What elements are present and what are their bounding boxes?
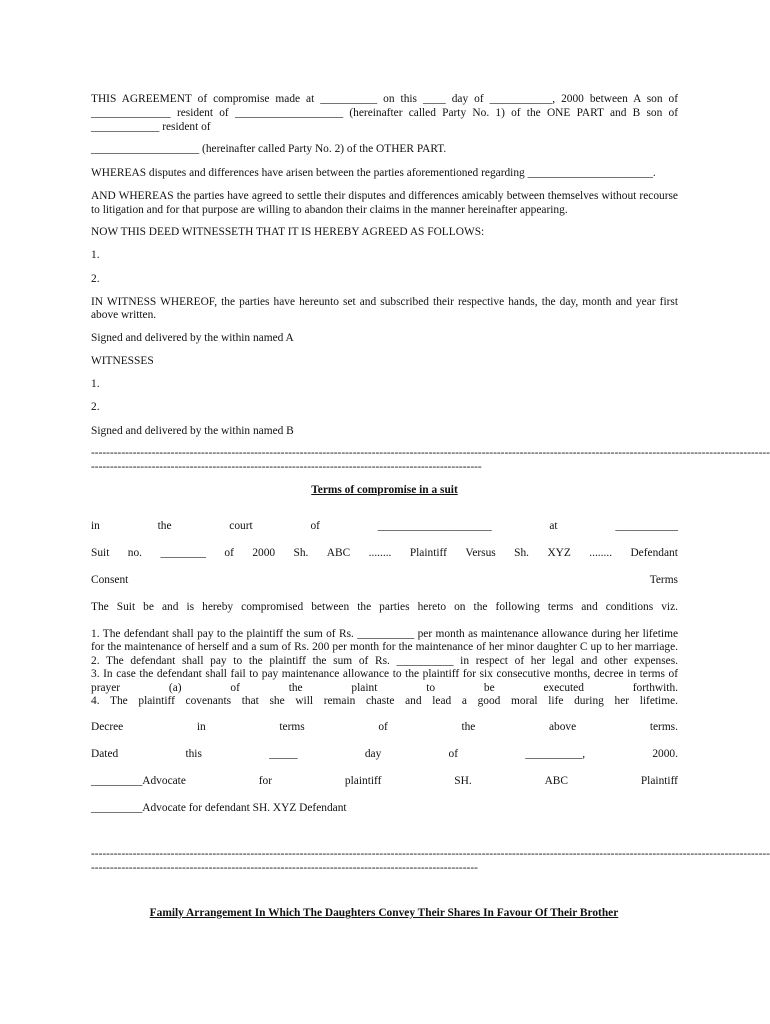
court-place-blank: ___________ xyxy=(615,520,678,532)
suit-word: Defendant xyxy=(630,547,678,559)
dated-row xyxy=(91,748,678,761)
day-blank: _____ xyxy=(269,748,298,760)
whereas-settle-line2: to litigation and for that purpose are willing to abandon their claims in the manner hereinafter appearing. xyxy=(91,204,568,216)
suit-dots: ........ xyxy=(368,547,392,559)
whereas-settle-line1: AND WHEREAS the parties have agreed to settle their disputes and differences amicably between themselves without recourse xyxy=(91,190,678,202)
suit-word: Sh. xyxy=(514,547,530,559)
term-2: 2. The defendant shall pay to the plaintiff the sum of Rs. __________ in respect of her legal and other expenses. xyxy=(91,655,678,667)
family-arrangement-heading: Family Arrangement In Which The Daughters Convey Their Shares In Favour Of Their Brother xyxy=(149,907,619,919)
suit-heading: Terms of compromise in a suit xyxy=(311,484,458,496)
term-4: 4. The plaintiff covenants that she will remain chaste and lead a good moral life during her lifetime. xyxy=(91,695,678,707)
decree-word: the xyxy=(461,721,476,733)
term-1-line1: 1. The defendant shall pay to the plaintiff the sum of Rs. __________ per month as maintenance allowance during her lifetime xyxy=(91,628,678,640)
court-word: in xyxy=(91,520,100,532)
suit-row xyxy=(91,547,678,560)
dated-word: this xyxy=(185,748,202,760)
advocate-word: plaintiff xyxy=(344,775,382,787)
suit-word: Sh. xyxy=(293,547,309,559)
divider-line: ----------------------------------------------------------------------------------------------------------------------------------------------------------------------------------- xyxy=(91,848,770,860)
now-deed-witnesseth: NOW THIS DEED WITNESSETH THAT IT IS HEREBY AGREED AS FOLLOWS: xyxy=(91,226,485,238)
court-word: court xyxy=(229,520,253,532)
plaintiff-name: ABC xyxy=(326,547,351,559)
in-witness-line2: above written. xyxy=(91,309,157,321)
deed-item-1: 1. xyxy=(91,249,100,261)
witness-1: 1. xyxy=(91,378,100,390)
suit-word: Versus xyxy=(465,547,496,559)
court-row xyxy=(91,520,678,533)
decree-row xyxy=(91,721,678,734)
advocate-defendant: _________Advocate for defendant SH. XYZ Defendant xyxy=(91,802,347,814)
agreement-para1-line1: THIS AGREEMENT of compromise made at __________ on this ____ day of ___________, 2000 between A son of xyxy=(91,93,678,105)
advocate-word: Plaintiff xyxy=(640,775,678,787)
court-word: of xyxy=(310,520,320,532)
witness-2: 2. xyxy=(91,401,100,413)
suit-year: 2000 xyxy=(252,547,276,559)
divider-line-short: ------------------------------------------------------------------------------------------------------- xyxy=(91,461,482,473)
decree-word: in xyxy=(196,721,206,733)
term-1-line2: for the maintenance of herself and a sum of Rs. 200 per month for the maintenance of her minor daughter C up to her marriage. xyxy=(91,641,678,653)
decree-word: terms xyxy=(279,721,305,733)
decree-word: of xyxy=(378,721,388,733)
dated-word: Dated xyxy=(91,748,119,760)
agreement-para1-line3: ____________ resident of xyxy=(91,121,211,133)
advocate-word: SH. xyxy=(454,775,472,787)
term-3-line1: 3. In case the defendant shall fail to pay maintenance allowance to the plaintiff for six consecutive months, decree in terms of xyxy=(91,668,678,680)
year: 2000. xyxy=(652,748,678,760)
decree-word: above xyxy=(548,721,577,733)
in-witness-line1: IN WITNESS WHEREOF, the parties have hereunto set and subscribed their respective hands, the day, month and year first xyxy=(91,296,678,308)
advocate-word: for xyxy=(258,775,273,787)
divider-line: ----------------------------------------------------------------------------------------------------------------------------------------------------------------------------------- xyxy=(91,447,770,459)
court-word: at xyxy=(549,520,558,532)
agreement-party2: ___________________ (hereinafter called Party No. 2) of the OTHER PART. xyxy=(91,143,447,155)
dated-word: day xyxy=(364,748,382,760)
terms-label: Terms xyxy=(649,574,678,586)
whereas-disputes: WHEREAS disputes and differences have arisen between the parties aforementioned regarding ______________________. xyxy=(91,167,656,179)
suit-word: Plaintiff xyxy=(409,547,447,559)
defendant-name: XYZ xyxy=(547,547,571,559)
suit-number-blank: ________ xyxy=(160,547,206,559)
month-blank: __________, xyxy=(525,748,586,760)
decree-word: terms. xyxy=(649,721,678,733)
divider-line-short: ------------------------------------------------------------------------------------------------------ xyxy=(91,862,478,874)
court-word: the xyxy=(157,520,172,532)
consent-label: Consent xyxy=(91,574,129,586)
suit-compromised: The Suit be and is hereby compromised between the parties hereto on the following terms and conditions viz. xyxy=(91,601,678,613)
deed-item-2: 2. xyxy=(91,273,100,285)
dated-word: of xyxy=(448,748,459,760)
signed-by-b: Signed and delivered by the within named B xyxy=(91,425,294,437)
decree-word: Decree xyxy=(91,721,124,733)
signed-by-a: Signed and delivered by the within named A xyxy=(91,332,294,344)
agreement-para1-line2: ______________ resident of ___________________ (hereinafter called Party No. 1) of the ONE PART and B son of xyxy=(91,107,678,119)
court-name-blank: ____________________ xyxy=(377,520,492,532)
suit-word: no. xyxy=(127,547,143,559)
advocate-blank: _________Advocate xyxy=(91,775,186,787)
term-3-line2: prayer (a) of the plaint to be executed forthwith. xyxy=(91,682,678,694)
suit-word: of xyxy=(224,547,234,559)
consent-terms-row xyxy=(91,574,678,587)
suit-word: Suit xyxy=(91,547,110,559)
suit-dots: ........ xyxy=(589,547,613,559)
advocate-plaintiff-row xyxy=(91,775,678,788)
advocate-word: ABC xyxy=(544,775,568,787)
witnesses-label: WITNESSES xyxy=(91,355,154,367)
